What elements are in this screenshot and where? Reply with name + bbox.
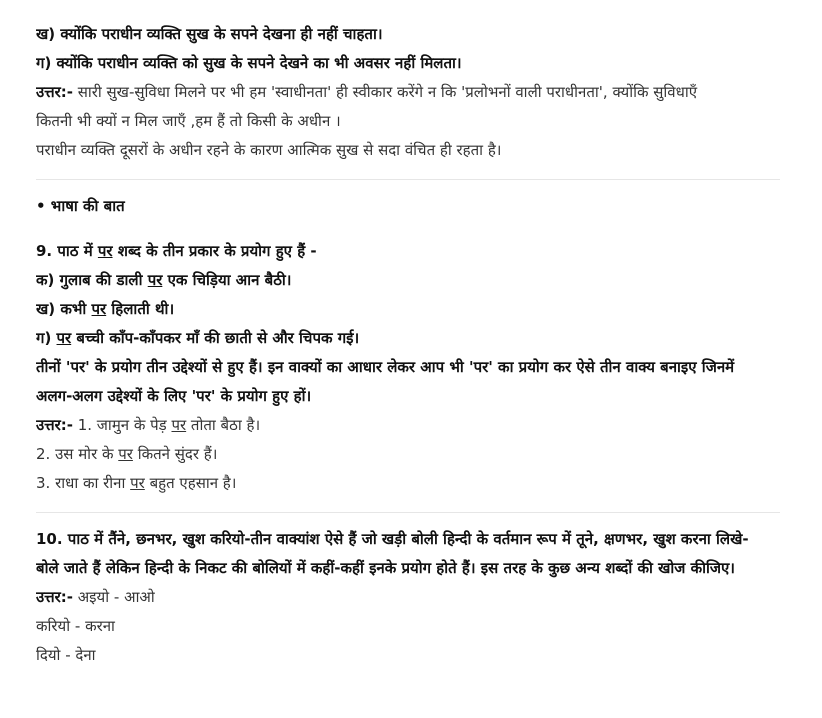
q9-ans3-par: पर	[130, 474, 145, 492]
q9-ans2-pre: 2. उस मोर के	[36, 445, 119, 463]
q9-title-post: शब्द के तीन प्रकार के प्रयोग हुए हैं -	[112, 242, 317, 260]
q10-answer-2	[36, 612, 786, 641]
option-ga-text: ग) क्योंकि पराधीन व्यक्ति को सुख के सपने देखने का भी अवसर नहीं मिलता।	[36, 54, 462, 72]
q9-title-par: पर	[97, 242, 113, 260]
q9-example-kha	[36, 295, 786, 324]
q9-ga-par: पर	[56, 329, 72, 347]
q9-example-ga	[36, 324, 786, 353]
q10-title-text-2: बोले जाते हैं लेकिन हिन्दी के निकट की बोलियों में कहीं-कहीं इनके प्रयोग होते हैं। इस तरह के कुछ अन्य शब्दों की खोज कीजिए।	[36, 559, 735, 577]
q10-answer-1	[36, 583, 786, 612]
q10-title-text-1: 10. पाठ में तैंने, छनभर, खुश करियो-तीन वाक्यांश ऐसे हैं जो खड़ी बोली हिन्दी के वर्तमान रूप में तूने, क्षणभर, खुश करना लिखे-	[36, 530, 749, 548]
answer-line-1	[36, 78, 786, 107]
q10-ans1: अइयो - आओ	[72, 588, 155, 606]
q9-kha-pre: ख) कभी	[36, 300, 92, 318]
q10-ans3: दियो - देना	[36, 646, 96, 664]
q9-kha-post: हिलाती थी।	[106, 300, 175, 318]
section-divider-2	[36, 512, 780, 513]
q10-ans2: करियो - करना	[36, 617, 115, 635]
option-kha	[36, 20, 786, 49]
q9-prompt-1	[36, 353, 786, 382]
q9-ans2-par: पर	[118, 445, 133, 463]
q9-ans1-pre: 1. जामुन के पेड़	[72, 416, 172, 434]
q9-ka-pre: क) गुलाब की डाली	[36, 271, 148, 289]
option-kha-text: ख) क्योंकि पराधीन व्यक्ति सुख के सपने देखना ही नहीं चाहता।	[36, 25, 383, 43]
q9-ga-pre: ग)	[36, 329, 57, 347]
q9-answer-1	[36, 411, 786, 440]
q9-ga-post: बच्ची काँप-काँपकर माँ की छाती से और चिपक गई।	[71, 329, 360, 347]
answer-line-3	[36, 136, 786, 165]
q9-answer-label: उत्तर:-	[36, 416, 73, 434]
q10-answer-label: उत्तर:-	[36, 588, 73, 606]
q9-title	[36, 237, 786, 266]
q9-ka-post: एक चिड़िया आन बैठी।	[162, 271, 292, 289]
answer-label: उत्तर:-	[36, 83, 73, 101]
q10-title-1	[36, 525, 786, 554]
q9-answer-2	[36, 440, 786, 469]
q9-prompt-text-1: तीनों 'पर' के प्रयोग तीन उद्देश्यों से हुए हैं। इन वाक्यों का आधार लेकर आप भी 'पर' का प्रयोग कर ऐसे तीन वाक्य बनाइए जिनमें	[36, 358, 735, 376]
q10-answer-3	[36, 641, 786, 670]
answer-text-2: कितनी भी क्यों न मिल जाएँ ,हम हैं तो किसी के अधीन ।	[36, 112, 341, 130]
section-heading: • भाषा की बात	[36, 197, 125, 215]
option-ga	[36, 49, 786, 78]
answer-text-3: पराधीन व्यक्ति दूसरों के अधीन रहने के कारण आत्मिक सुख से सदा वंचित ही रहता है।	[36, 141, 502, 159]
section-divider-1	[36, 179, 780, 180]
q9-prompt-2	[36, 382, 786, 411]
q9-ans1-par: पर	[171, 416, 187, 434]
q9-ka-par: पर	[147, 271, 163, 289]
q9-example-ka	[36, 266, 786, 295]
q9-ans1-post: तोता बैठा है।	[186, 416, 261, 434]
q9-prompt-text-2: अलग-अलग उद्देश्यों के लिए 'पर' के प्रयोग हुए हों।	[36, 387, 312, 405]
q9-answer-3	[36, 469, 786, 498]
q9-ans2-post: कितने सुंदर हैं।	[132, 445, 218, 463]
q9-title-pre: 9. पाठ में	[36, 242, 98, 260]
q9-kha-par: पर	[91, 300, 107, 318]
q9-ans3-pre: 3. राधा का रीना	[36, 474, 131, 492]
answer-line-2	[36, 107, 786, 136]
q9-ans3-post: बहुत एहसान है।	[144, 474, 237, 492]
q10-title-2	[36, 554, 786, 583]
answer-text-1: सारी सुख-सुविधा मिलने पर भी हम 'स्वाधीनता' ही स्वीकार करेंगे न कि 'प्रलोभनों वाली पराधीनता', क्योंकि सुविधाएँ	[72, 83, 698, 101]
